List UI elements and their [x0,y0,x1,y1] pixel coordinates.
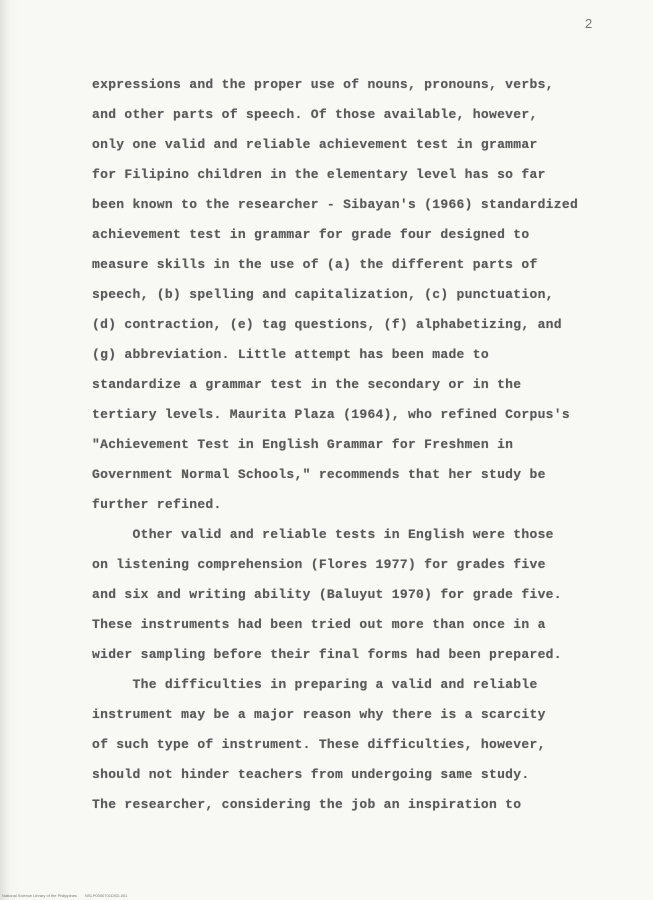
footer-library: National Science Library of the Philippines [2,893,77,898]
text-line: expressions and the proper use of nouns, pronouns, verbs, [92,77,554,92]
text-line: measure skills in the use of (a) the different parts of [92,257,538,272]
text-line: achievement test in grammar for grade four designed to [92,227,530,242]
text-line: of such type of instrument. These difficulties, however, [92,737,546,752]
text-line: These instruments had been tried out more than once in a [92,617,546,632]
text-line: wider sampling before their final forms had been prepared. [92,647,562,662]
text-line: speech, (b) spelling and capitalization, (c) punctuation, [92,287,554,302]
text-line: only one valid and reliable achievement test in grammar [92,137,538,152]
text-line: (g) abbreviation. Little attempt has been made to [92,347,489,362]
text-line: for Filipino children in the elementary level has so far [92,167,546,182]
text-line: tertiary levels. Maurita Plaza (1964), who refined Corpus's [92,407,570,422]
text-line: should not hinder teachers from undergoing same study. [92,767,530,782]
footer-stamp [2,893,127,898]
text-line: Government Normal Schools," recommends that her study be [92,467,546,482]
text-line: further refined. [92,497,222,512]
text-line: "Achievement Test in English Grammar for Freshmen in [92,437,514,452]
text-line: on listening comprehension (Flores 1977) for grades five [92,557,546,572]
text-line: standardize a grammar test in the secondary or in the [92,377,522,392]
text-line: been known to the researcher - Sibayan's (1966) standardized [92,197,579,212]
text-line: and other parts of speech. Of those available, however, [92,107,538,122]
page-number: 2 [585,16,593,31]
text-line: The difficulties in preparing a valid and reliable [92,677,538,692]
text-line: Other valid and reliable tests in English were those [92,527,554,542]
text-line: (d) contraction, (e) tag questions, (f) alphabetizing, and [92,317,562,332]
text-line: The researcher, considering the job an inspiration to [92,797,522,812]
text-line: instrument may be a major reason why there is a scarcity [92,707,546,722]
text-line: and six and writing ability (Baluyut 1970) for grade five. [92,587,562,602]
footer-reference: NSLP0000701DSD-001 [84,893,128,898]
